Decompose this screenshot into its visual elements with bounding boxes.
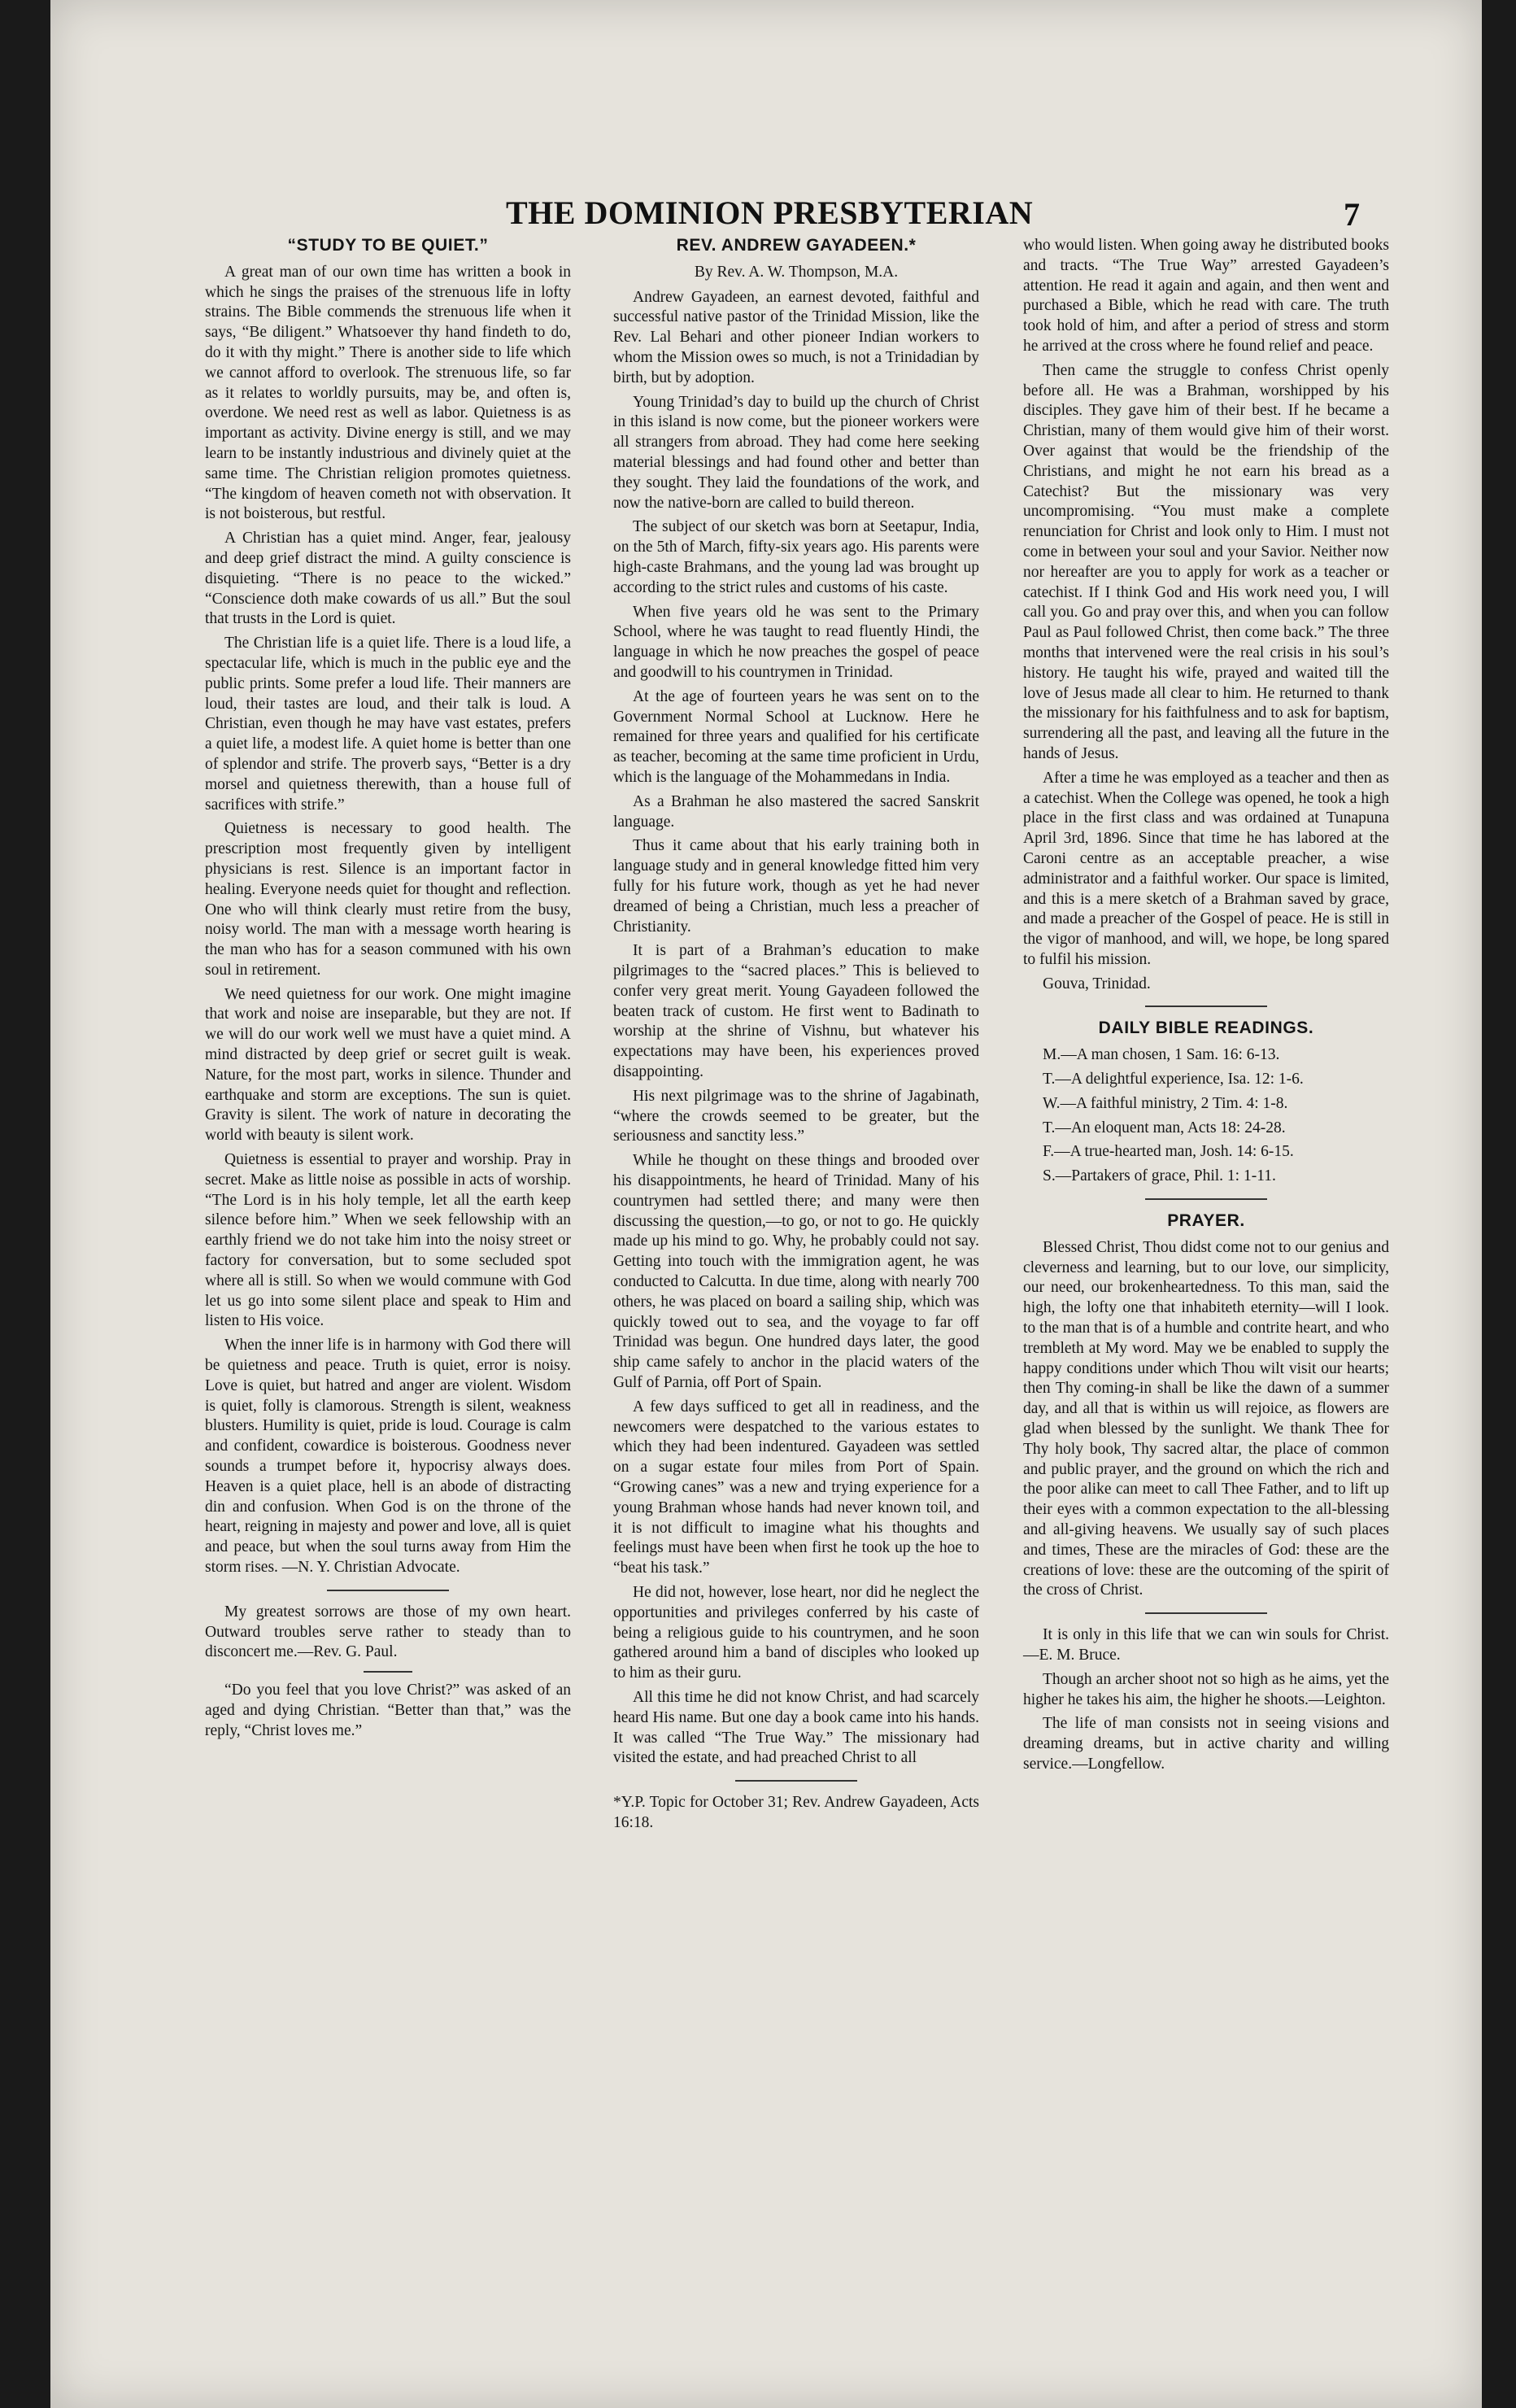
paragraph: We need quietness for our work. One might imagine that work and noise are inseparable, but they are not. If we will do our work well we must have a quiet mind. A mind distracted by deep grief or secret guilt is weak. Nature, for the most part, works in silence. Thunder and earthquake and storm are exceptions. The sun is quiet. Gravity is silent. The work of nature in decorating the world with beauty is silent work. [205, 985, 571, 1145]
paragraph: After a time he was employed as a teacher and then as a catechist. When the College was opened, he took a high place in the first class and was ordained at Tunapuna April 3rd, 1896. Since that time he has labored at the Caroni centre as an acceptable preacher, a wise administrator and a faithful worker. Our space is limited, and this is a mere sketch of a Brahman saved by grace, and made a preacher of the Gospel of peace. He is still in the vigor of manhood, and will, we hope, be long spared to fulfil his mission. [1023, 769, 1389, 968]
paragraph: The subject of our sketch was born at Seetapur, India, on the 5th of March, fifty-six years ago. His parents were high-caste Brahmans, and the young lad was brought up according to the strict rules and customs of his caste. [613, 518, 979, 596]
divider [364, 1671, 412, 1673]
paragraph: When five years old he was sent to the Primary School, where he was taught to read fluently Hindi, the language in which he now preaches the gospel of peace and goodwill to his countrymen in Trinidad. [613, 603, 979, 681]
paragraph: All this time he did not know Christ, and had scarcely heard His name. But one day a book came into his hands. It was called “The True Way.” The missionary had visited the estate, and had preached Christ to all [613, 1688, 979, 1767]
newspaper-page [50, 0, 1482, 2408]
paragraph: As a Brahman he also mastered the sacred Sanskrit language. [613, 792, 979, 831]
page-header [50, 194, 1482, 242]
paragraph: When the inner life is in harmony with God there will be quietness and peace. Truth is quiet, error is noisy. Love is quiet, but hatred and anger are violent. Wisdom is quiet, folly is clamorous. Strength is silent, weakness blusters. Humility is quiet, pride is loud. Courage is calm and confident, cowardice is boisterous. Goodness never sounds a trumpet before it, hypocrisy always does. Heaven is a quiet place, hell is an abode of distracting din and confusion. When God is on the throne of the heart, reigning in majesty and power and love, all is quiet and peace, but when the soul turns away from Him the storm rises. —N. Y. Christian Advocate. [205, 1337, 571, 1576]
byline: By Rev. A. W. Thompson, M.A. [694, 263, 899, 281]
quote: The life of man consists not in seeing visions and dreaming dreams, but in active charity and willing service.—Longfellow. [1023, 1715, 1389, 1773]
divider [1145, 1198, 1267, 1200]
article-title-gayadeen: REV. ANDREW GAYADEEN.* [676, 236, 917, 255]
paragraph: Andrew Gayadeen, an earnest devoted, faithful and successful native pastor of the Trinidad Mission, like the Rev. Lal Behari and other pioneer Indian workers to whom the Mission owes so much, is not a Trinidadian by birth, but by adoption. [613, 288, 979, 386]
paragraph: At the age of fourteen years he was sent on to the Government Normal School at Lucknow. Here he remained for three years and qualified for his certificate as teacher, becoming at the same time proficient in Urdu, which is the language of the Mohammedans in India. [613, 687, 979, 786]
masthead: THE DOMINION PRESBYTERIAN [506, 194, 1034, 231]
divider [735, 1780, 857, 1782]
paragraph: Quietness is essential to prayer and worship. Pray in secret. Make as little noise as possible in acts of worship. “The Lord is in his holy temple, let all the earth keep silence before him.” When we seek fellowship with an earthly friend we do not take him into the noisy street or factory for conversation, but to some secluded spot where all is still. So when we would commune with God let us go into some silent place and speak to Him and listen to His voice. [205, 1151, 571, 1330]
paragraph: who would listen. When going away he distributed books and tracts. “The True Way” arrested Gayadeen’s attention. He read it again and again, and then went and purchased a Bible, which he read with care. The truth took hold of him, and after a period of stress and storm he arrived at the cross where he found relief and peace. [1023, 237, 1389, 355]
divider [327, 1590, 449, 1591]
paragraph: Quietness is necessary to good health. The prescription most frequently given by intelligent physicians is rest. Silence is an important factor in healing. Everyone needs quiet for thought and reflection. One who will think clearly must retire from the busy, noisy world. The man with a message worth hearing is the man who has for a season communed with his own soul in retirement. [205, 820, 571, 979]
article-title-study-to-be-quiet: “STUDY TO BE QUIET.” [287, 236, 489, 255]
reading-item: T.—An eloquent man, Acts 18: 24-28. [1043, 1119, 1286, 1136]
divider [1145, 1006, 1267, 1007]
paragraph: Thus it came about that his early training both in language study and in general knowledge fitted him very fully for his future work, though as yet he had never dreamed of being a Christian, much less a preacher of Christianity. [613, 837, 979, 936]
paragraph: Young Trinidad’s day to build up the church of Christ in this island is now come, but the pioneer workers were all strangers from abroad. They had come here seeking material blessings and had found other and better than they sought. They laid the foundations of the work, and now the native-born are called to build thereon. [613, 393, 979, 512]
paragraph: It is part of a Brahman’s education to make pilgrimages to the “sacred places.” This is believed to confer very great merit. Young Gayadeen followed the beaten track of custom. He first went to Badinath to worship at the shrine of Vishnu, but whatever his expectations may have been, his experiences proved disappointing. [613, 942, 979, 1081]
prayer-text: Blessed Christ, Thou didst come not to our genius and cleverness and learning, but to our love, our simplicity, our need, our brokenheartedness. To this man, said the high, the lofty one that inhabiteth eternity—will I look. to the man that is of a humble and contrite heart, and who trembleth at My word. May we be enabled to supply the happy conditions under which Thou wilt visit our hearts; then Thy coming-in shall be like the dawn of a summer day, and all that is within us will rejoice, as flowers are glad when blessed by the sunlight. We thank Thee for Thy holy book, Thy sacred altar, the place of common and public prayer, and the ground on which the rich and the poor alike can meet to call Thee Father, and to lift up their eyes with a common expectation to the all-blessing and all-giving heavens. We usually say of such places and times, These are the miracles of God: these are the creations of love: these are the outcoming of the spirit of the cross of Christ. [1023, 1238, 1389, 1599]
quote-christ-loves-me: “Do you feel that you love Christ?” was asked of an aged and dying Christian. “Better than that,” was the reply, “Christ loves me.” [205, 1682, 571, 1739]
paragraph: The Christian life is a quiet life. There is a loud life, a spectacular life, which is much in the public eye and the public prints. Some prefer a loud life. Their manners are loud, their tastes are loud, and their talk is loud. A Christian, even though he may have vast estates, prefers a quiet life, a modest life. A quiet home is better than one of splendor and strife. The proverb says, “Better is a dry morsel and quietness therewith, than a house full of sacrifices with strife.” [205, 635, 571, 814]
quote-paul: My greatest sorrows are those of my own heart. Outward troubles serve rather to steady than to disconcert me.—Rev. G. Paul. [205, 1603, 571, 1661]
reading-item: M.—A man chosen, 1 Sam. 16: 6-13. [1043, 1046, 1280, 1064]
reading-item: W.—A faithful ministry, 2 Tim. 4: 1-8. [1043, 1094, 1288, 1112]
reading-item: F.—A true-hearted man, Josh. 14: 6-15. [1043, 1143, 1294, 1161]
reading-item: T.—A delightful experience, Isa. 12: 1-6. [1043, 1071, 1304, 1088]
paragraph: His next pilgrimage was to the shrine of Jagabinath, “where the crowds seemed to be greater, but the seriousness and sanctity less.” [613, 1087, 979, 1145]
section-title-prayer: PRAYER. [1167, 1211, 1245, 1231]
column-2 [613, 236, 979, 1838]
paragraph: Then came the struggle to confess Christ openly before all. He was a Brahman, worshipped by his disciples. They gave him of their best. If he became a Christian, many of them would give him of their worst. Over against that would be the friendship of the Christians, and might he not earn his bread as a Catechist? But the missionary was very uncompromising. “You must make a complete renunciation for Christ and look only to Him. I must not come in between your soul and your Savior. Neither now nor hereafter are you to apply for work as a teacher or catechist. If I think God and His work need you, I will call you. Go and pray over this, and when you can follow Paul as Paul followed Christ, then come back.” The three months that intervened were the real crisis in his soul’s history. He taught his wife, prayed and waited till the love of Jesus made all clear to him. He returned to thank the missionary for his faithfulness and to ask for baptism, surrendering all the past, and leaving all the future in the hands of Jesus. [1023, 361, 1389, 762]
quote: It is only in this life that we can win souls for Christ.—E. M. Bruce. [1023, 1626, 1389, 1664]
quote: Though an archer shoot not so high as he aims, yet the higher he takes his aim, the higher he shoots.—Leighton. [1023, 1670, 1389, 1708]
section-title-daily-bible-readings: DAILY BIBLE READINGS. [1098, 1019, 1314, 1038]
divider [1145, 1612, 1267, 1614]
page-number: 7 [1344, 196, 1360, 233]
paragraph: While he thought on these things and brooded over his disappointments, he heard of Trinidad. Many of his countrymen had settled there; and many were then discussing the question,—to go, or not to go. He quickly made up his mind to go. Why, he probably could not say. Getting into touch with the immigration agent, he was conducted to Calcutta. In due time, along with nearly 700 others, he was placed on board a sailing ship, which was quickly towed out to sea, and the voyage to far off Trinidad was begun. One hundred days later, the good ship came safely to anchor in the placid waters of the Gulf of Parnia, off Port of Spain. [613, 1152, 979, 1392]
paragraph: He did not, however, lose heart, nor did he neglect the opportunities and privileges conferred by his caste of being a religious guide to his countrymen, and he soon gathered around him a band of disciples who looked up to him as their guru. [613, 1584, 979, 1682]
paragraph: A Christian has a quiet mind. Anger, fear, jealousy and deep grief distract the mind. A guilty conscience is disquieting. “There is no peace to the wicked.” “Conscience doth make cowards of us all.” But the soul that trusts in the Lord is quiet. [205, 530, 571, 628]
column-1 [205, 236, 571, 1746]
column-3 [1023, 236, 1389, 1779]
paragraph: A great man of our own time has written a book in which he sings the praises of the strenuous life in lofty strains. The Bible commends the strenuous life when it says, “Be diligent.” Whatsoever thy hand findeth to do, do it with thy might.” There is another side to life which we cannot afford to overlook. The strenuous life, so far as it relates to worldly pursuits, may be, and often is, overdone. We need rest as well as labor. Quietness is as important as activity. Divine energy is still, and we may learn to be instantly industrious and divinely quiet at the same time. The Christian religion promotes quietness. “The kingdom of heaven cometh not with observation. It is not boisterous, but restful. [205, 263, 571, 523]
footnote: *Y.P. Topic for October 31; Rev. Andrew Gayadeen, Acts 16:18. [613, 1794, 979, 1831]
reading-item: S.—Partakers of grace, Phil. 1: 1-11. [1043, 1167, 1276, 1185]
signoff: Gouva, Trinidad. [1043, 975, 1151, 992]
paragraph: A few days sufficed to get all in readiness, and the newcomers were despatched to the various estates to which they had been indentured. Gayadeen was settled on a sugar estate four miles from Port of Spain. “Growing canes” was a new and trying experience for a young Brahman whose hands had never known toil, and it is not difficult to imagine what his thoughts and feelings must have been when first he took up the hoe to “beat his task.” [613, 1398, 979, 1577]
